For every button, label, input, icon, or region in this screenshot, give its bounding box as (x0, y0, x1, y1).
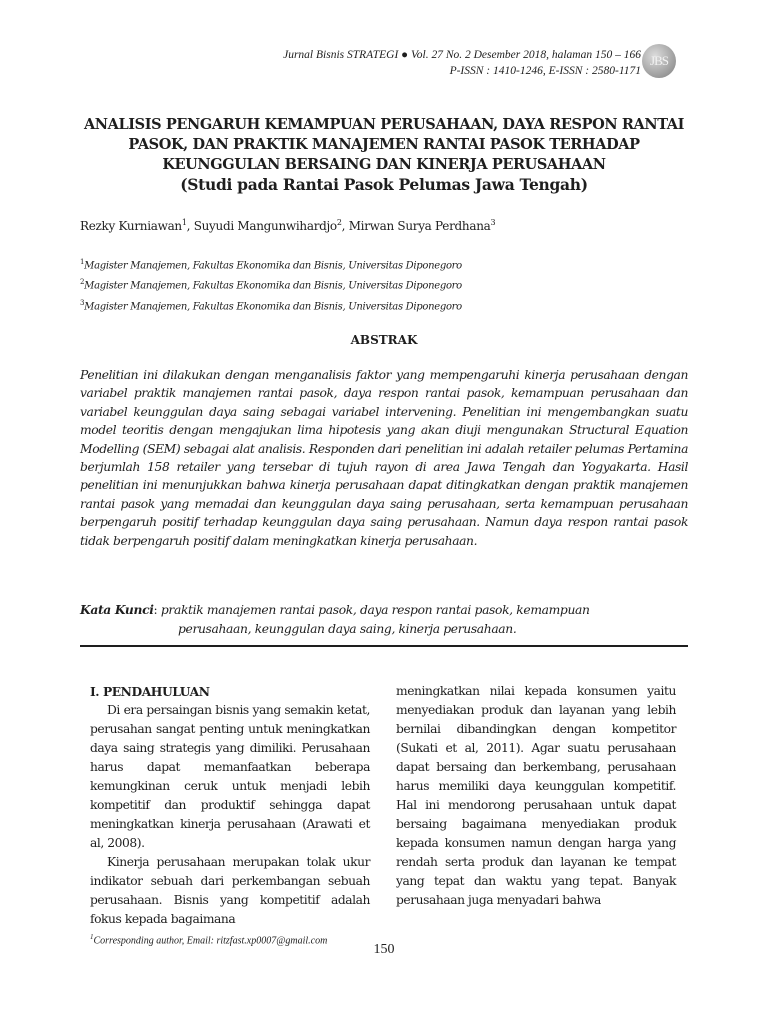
footnote-sup: 1 (90, 933, 94, 941)
right-column (396, 682, 676, 910)
affiliation-item (80, 254, 462, 274)
affiliation-list (80, 254, 462, 315)
affiliation-item (80, 274, 462, 294)
journal-logo: JBS (642, 44, 676, 78)
keywords-line: praktik manajemen rantai pasok, daya respon rantai pasok, kemampuan (160, 603, 590, 617)
keywords-label: Kata Kunci (80, 602, 154, 617)
title-line: ANALISIS PENGARUH KEMAMPUAN PERUSAHAAN, DAYA RESPON RANTAI (83, 116, 685, 133)
issn-line: P-ISSN : 1410-1246, E-ISSN : 2580-1171 (449, 65, 641, 77)
body-paragraph: meningkatkan nilai kepada konsumen yaitu menyediakan produk dan layanan yang lebih bernilai dibandingkan dengan kompetitor (Sukati et al, 2011). Agar suatu perusahaan dapat bersaing dan berkembang, perusahaan harus memiliki daya keunggulan kompetitif. Hal ini mendorong perusahaan untuk dapat bersaing bagaimana menyediakan produk kepada konsumen namun dengan harga yang rendah serta produk dan layanan ke tempat yang tepat dan waktu yang tepat. Banyak perusahaan juga menyadari bahwa (396, 684, 676, 907)
affiliation-sup: 3 (80, 298, 85, 307)
section-divider (80, 645, 688, 647)
author-name: Mirwan Surya Perdhana (348, 219, 491, 233)
author-sep: , (341, 219, 349, 233)
left-column (90, 682, 370, 929)
affiliation-text: Magister Manajemen, Fakultas Ekonomika dan Bisnis, Universitas Diponegoro (84, 260, 462, 272)
body-paragraph: Kinerja perusahaan merupakan tolak ukur indikator sebuah dari perkembangan sebuah perusahaan. Bisnis yang kompetitif adalah fokus kepada bagaimana (90, 855, 370, 926)
body-paragraph: Di era persaingan bisnis yang semakin ketat, perusahan sangat penting untuk meningkatkan daya saing strategis yang dimiliki. Perusahaan harus dapat memanfaatkan beberapa kemungkinan ceruk untuk menjadi lebih kompetitif dan produktif sehingga dapat meningkatkan kinerja perusahaan (Arawati et al, 2008). (90, 703, 370, 850)
author-name: Rezky Kurniawan (80, 219, 182, 233)
author-sep: , (186, 219, 194, 233)
author-sup: 3 (490, 218, 496, 227)
affiliation-sup: 2 (80, 278, 85, 287)
affiliation-text: Magister Manajemen, Fakultas Ekonomika dan Bisnis, Universitas Diponegoro (84, 300, 462, 312)
keywords-colon: : (153, 603, 158, 617)
title-line: PASOK, DAN PRAKTIK MANAJEMEN RANTAI PASOK TERHADAP (128, 136, 640, 153)
title-line: KEUNGGULAN BERSAING DAN KINERJA PERUSAHAAN (162, 156, 606, 173)
keywords (80, 600, 688, 639)
abstract-text: Penelitian ini dilakukan dengan menganalisis faktor yang mempengaruhi kinerja perusahaan dengan variabel praktik manajemen rantai pasok, daya respon rantai pasok, kemampuan perusahaan dan variabel keunggulan daya saing sebagai variabel intervening. Penelitian ini mengembangkan suatu model teoritis dengan mengajukan lima hipotesis yang akan diuji mengunakan Structural Equation Modelling (SEM) sebagai alat analisis. Responden dari penelitian ini adalah retailer pelumas Pertamina berjumlah 158 retailer yang tersebar di tujuh rayon di area Jawa Tengah dan Yogyakarta. Hasil penelitian ini menunjukkan bahwa kinerja perusahaan dapat ditingkatkan dengan praktik manajemen rantai pasok yang memadai dan keunggulan daya saing perusahaan, serta kemampuan perusahaan berpengaruh positif terhadap keunggulan daya saing perusahaan. Namun daya respon rantai pasok tidak berpengaruh positif dalam meningkatkan kinerja perusahaan. (80, 368, 688, 548)
author-list (80, 218, 495, 233)
journal-citation: Jurnal Bisnis STRATEGI ● Vol. 27 No. 2 Desember 2018, halaman 150 – 166 (283, 49, 641, 61)
affiliation-text: Magister Manajemen, Fakultas Ekonomika dan Bisnis, Universitas Diponegoro (84, 280, 462, 292)
affiliation-sup: 1 (80, 258, 85, 266)
author-sup: 1 (181, 218, 187, 227)
section-heading: I. PENDAHULUAN (90, 684, 210, 699)
abstract-heading: ABSTRAK (350, 333, 418, 347)
footnote-text: Corresponding author, Email: ritzfast.xp0007@gmail.com (93, 935, 328, 947)
author-name: Suyudi Mangunwihardjo (193, 219, 337, 233)
author-sup: 2 (336, 218, 342, 227)
paper-title (60, 115, 708, 195)
affiliation-item (80, 295, 462, 315)
keywords-line: perusahaan, keunggulan daya saing, kinerja perusahaan. (178, 622, 517, 636)
paper-subtitle: (Studi pada Rantai Pasok Pelumas Jawa Tengah) (180, 175, 588, 194)
page-number: 150 (373, 942, 395, 957)
